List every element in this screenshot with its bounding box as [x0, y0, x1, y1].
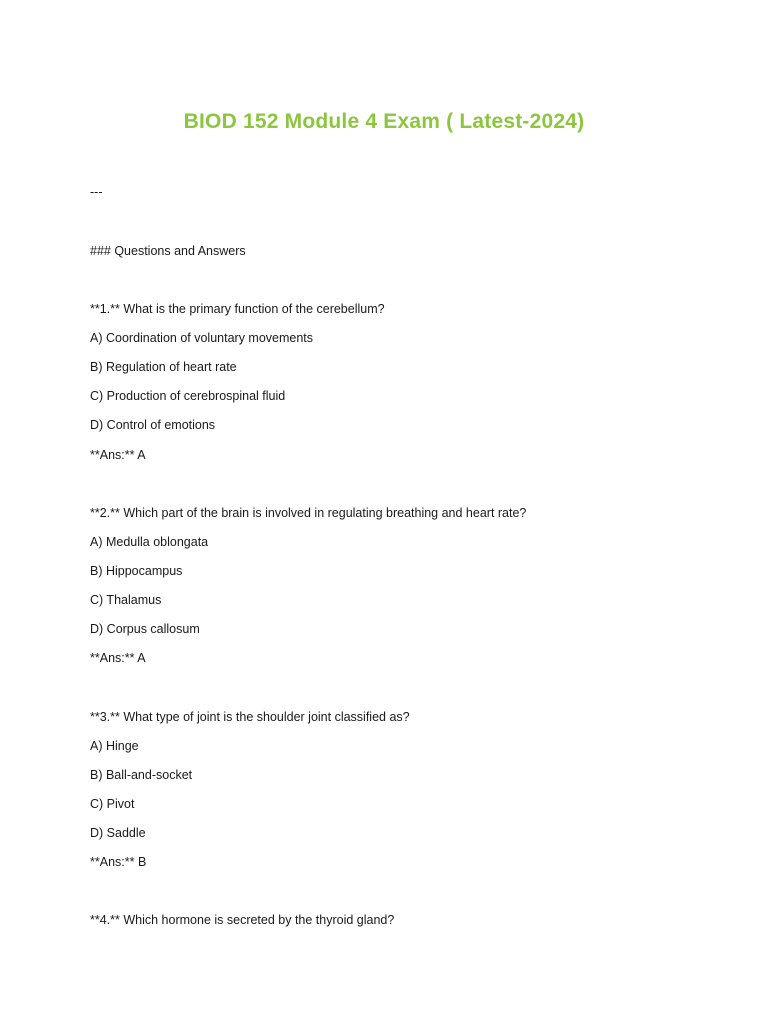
question-2-option-d: D) Corpus callosum	[90, 622, 200, 636]
question-3-answer: **Ans:** B	[90, 855, 147, 869]
separator: ---	[90, 185, 103, 199]
question-3-option-d: D) Saddle	[90, 826, 146, 840]
question-2-option-a: A) Medulla oblongata	[90, 535, 209, 549]
question-4-text: **4.** Which hormone is secreted by the thyroid gland?	[90, 913, 395, 927]
question-1-option-b: B) Regulation of heart rate	[90, 360, 237, 374]
question-1-option-c: C) Production of cerebrospinal fluid	[90, 389, 286, 403]
question-2-option-c: C) Thalamus	[90, 593, 162, 607]
question-3-option-c: C) Pivot	[90, 797, 135, 811]
question-3-text: **3.** What type of joint is the shoulder joint classified as?	[90, 710, 410, 724]
question-2-answer: **Ans:** A	[90, 651, 146, 665]
question-3-option-b: B) Ball-and-socket	[90, 768, 193, 782]
question-1-answer: **Ans:** A	[90, 448, 146, 462]
document-title: BIOD 152 Module 4 Exam ( Latest-2024)	[183, 110, 585, 133]
question-3-option-a: A) Hinge	[90, 739, 139, 753]
section-heading: ### Questions and Answers	[90, 244, 246, 258]
question-1-text: **1.** What is the primary function of the cerebellum?	[90, 302, 385, 316]
question-2-option-b: B) Hippocampus	[90, 564, 183, 578]
question-2-text: **2.** Which part of the brain is involved in regulating breathing and heart rate?	[90, 506, 527, 520]
question-1-option-a: A) Coordination of voluntary movements	[90, 331, 314, 345]
question-1-option-d: D) Control of emotions	[90, 418, 216, 432]
